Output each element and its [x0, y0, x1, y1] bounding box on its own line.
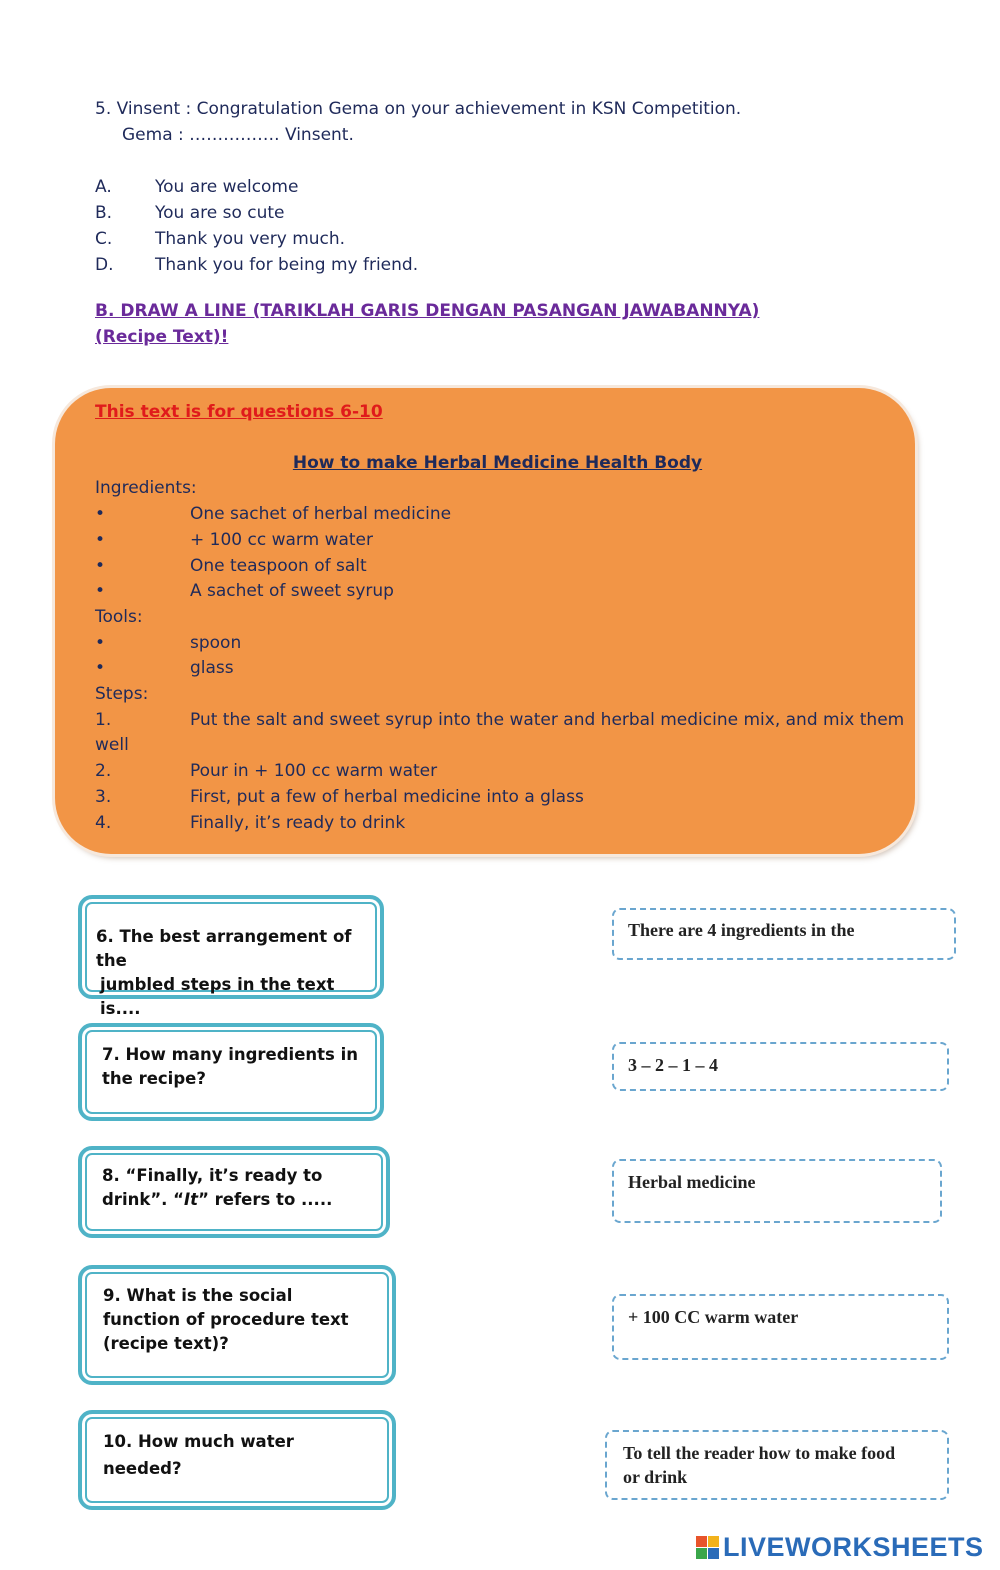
ingredients-label: Ingredients: — [95, 478, 197, 499]
question-6-box[interactable]: 6. The best arrangement of the jumbled steps in the text is.... — [78, 895, 384, 999]
question-9-box[interactable]: 9. What is the social function of procedure text (recipe text)? — [78, 1265, 396, 1385]
step-item: 1. Put the salt and sweet syrup into the water and herbal medicine mix, and mix them — [95, 709, 905, 730]
steps-label: Steps: — [95, 684, 149, 705]
ingredient-item: • A sachet of sweet syrup — [95, 581, 394, 602]
option-d: D. Thank you for being my friend. — [95, 255, 419, 275]
liveworksheets-logo — [696, 1532, 984, 1563]
answer-3-text: Herbal medicine — [628, 1172, 756, 1192]
tool-item: • glass — [95, 658, 234, 679]
question-10-text: 10. How much water — [103, 1432, 294, 1451]
answer-box-3[interactable] — [612, 1159, 942, 1223]
ingredient-item: • One sachet of herbal medicine — [95, 504, 452, 525]
step-item: 2. Pour in + 100 cc warm water — [95, 761, 438, 782]
answer-4-text: + 100 CC warm water — [628, 1307, 799, 1327]
question-7-text: 7. How many ingredients in — [102, 1045, 358, 1064]
option-b: B. You are so cute — [95, 203, 285, 223]
answer-box-2[interactable] — [612, 1042, 949, 1091]
logo-icon — [696, 1536, 720, 1560]
question-9-text: 9. What is the social — [103, 1286, 293, 1305]
recipe-text — [95, 400, 910, 836]
question-8-box[interactable]: 8. “Finally, it’s ready to drink”. “It” refers to ..... — [78, 1146, 390, 1238]
option-c: C. Thank you very much. — [95, 229, 346, 249]
ingredient-item: • + 100 cc warm water — [95, 529, 374, 550]
question-5-options — [95, 174, 418, 278]
answer-2-text: 3 – 2 – 1 – 4 — [628, 1055, 718, 1075]
answer-1-text: There are 4 ingredients in the — [628, 920, 855, 940]
question-7-box[interactable]: 7. How many ingredients in the recipe? — [78, 1023, 384, 1121]
section-b-heading: B. DRAW A LINE (TARIKLAH GARIS DENGAN PASANGAN JAWABANNYA) (Recipe Text)! — [95, 301, 760, 347]
answer-box-5[interactable] — [605, 1430, 949, 1500]
logo-wordmark: LIVEWORKSHEETS — [723, 1532, 984, 1562]
recipe-intro: This text is for questions 6-10 — [95, 402, 383, 422]
option-a: A. You are welcome — [95, 177, 299, 197]
answer-box-1[interactable] — [612, 908, 956, 960]
question-5-line1: 5. Vinsent : Congratulation Gema on your achievement in KSN Competition. — [95, 99, 742, 119]
question-8-text: 8. “Finally, it’s ready to — [102, 1166, 323, 1185]
step-item-wrap: well — [95, 735, 129, 756]
answer-box-4[interactable] — [612, 1294, 949, 1360]
step-item: 3. First, put a few of herbal medicine into a glass — [95, 786, 584, 807]
step-item: 4. Finally, it’s ready to drink — [95, 812, 406, 833]
question-5-line2: Gema : ……………. Vinsent. — [122, 125, 354, 145]
recipe-title: How to make Herbal Medicine Health Body — [292, 452, 703, 473]
question-10-box[interactable]: 10. How much water needed? — [78, 1410, 396, 1510]
answer-5-text: To tell the reader how to make food or drink — [623, 1443, 896, 1487]
tool-item: • spoon — [95, 632, 242, 653]
ingredient-item: • One teaspoon of salt — [95, 555, 367, 576]
question-6-text: 6. The best arrangement of the — [96, 927, 352, 970]
question-5 — [95, 96, 741, 148]
tools-label: Tools: — [95, 606, 143, 627]
